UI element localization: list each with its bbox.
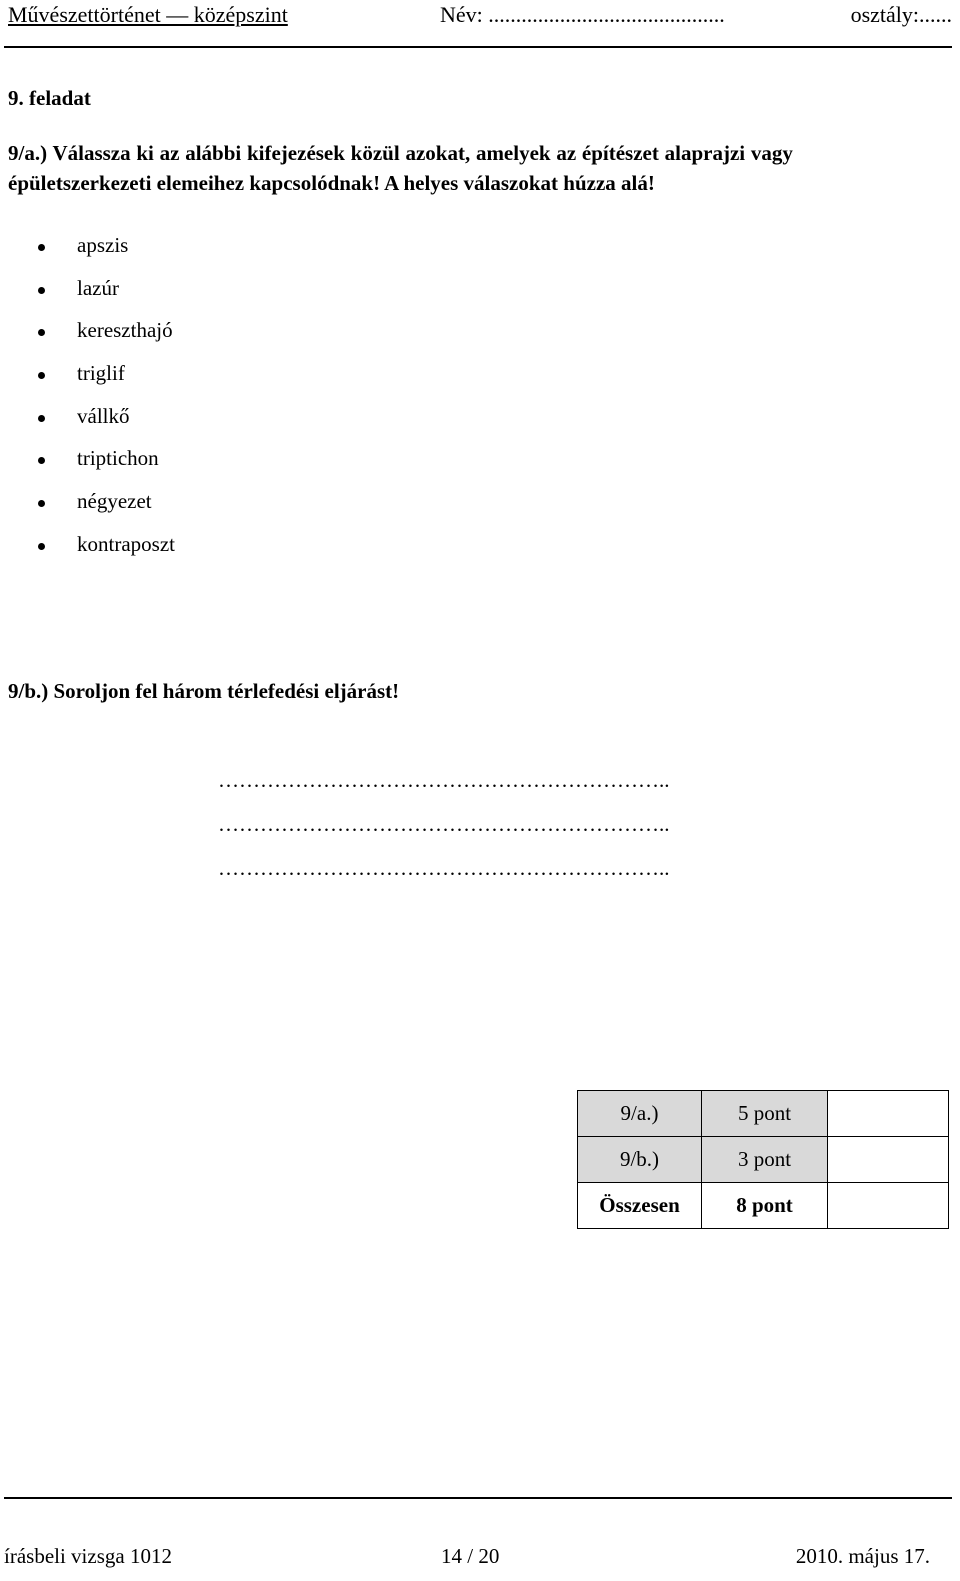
header-rule	[4, 46, 952, 48]
answer-line[interactable]: ………………………………………………………..	[218, 812, 670, 836]
question-a-line2: épületszerkezeti elemeihez kapcsolódnak! A helyes válaszokat húzza alá!	[8, 171, 655, 195]
option-label: lazúr	[77, 275, 119, 300]
question-b: 9/b.) Soroljon fel három térlefedési eljárást!	[8, 679, 400, 703]
footer-page-number: 14 / 20	[441, 1544, 500, 1568]
score-total-points: 8 pont	[702, 1183, 828, 1229]
header-fields	[440, 2, 952, 28]
score-total-label: Összesen	[578, 1183, 702, 1229]
option-label: kontraposzt	[77, 531, 175, 556]
score-points: 3 pont	[702, 1137, 828, 1183]
option-item[interactable]	[38, 480, 175, 523]
option-item[interactable]	[38, 224, 175, 267]
bullet-icon	[38, 500, 45, 507]
option-label: triglif	[77, 360, 125, 385]
task-title: 9. feladat	[8, 86, 91, 110]
option-label: triptichon	[77, 446, 159, 471]
option-item[interactable]	[38, 267, 175, 310]
score-part: 9/b.)	[578, 1137, 702, 1183]
option-list	[38, 224, 175, 566]
option-label: kereszthajó	[77, 318, 173, 343]
answer-line[interactable]: ………………………………………………………..	[218, 768, 670, 792]
bullet-icon	[38, 244, 45, 251]
score-row	[578, 1091, 949, 1137]
score-points: 5 pont	[702, 1091, 828, 1137]
bullet-icon	[38, 415, 45, 422]
option-label: vállkő	[77, 403, 130, 428]
bullet-icon	[38, 457, 45, 464]
question-a-line1: 9/a.) Válassza ki az alábbi kifejezések közül azokat, amelyek az építészet alaprajzi vagy	[8, 141, 793, 165]
option-item[interactable]	[38, 352, 175, 395]
header-subject: Művészettörténet — középszint	[8, 2, 288, 27]
option-item[interactable]	[38, 437, 175, 480]
score-entry-cell[interactable]	[828, 1137, 949, 1183]
footer-rule	[4, 1497, 952, 1499]
bullet-icon	[38, 329, 45, 336]
score-row	[578, 1137, 949, 1183]
option-label: apszis	[77, 232, 129, 257]
bullet-icon	[38, 372, 45, 379]
answer-line[interactable]: ………………………………………………………..	[218, 856, 670, 880]
name-field: Név: ...........................................	[440, 2, 725, 27]
bullet-icon	[38, 543, 45, 550]
class-field: osztály:......	[850, 2, 952, 27]
score-part: 9/a.)	[578, 1091, 702, 1137]
bullet-icon	[38, 287, 45, 294]
option-item[interactable]	[38, 395, 175, 438]
score-total-row	[578, 1183, 949, 1229]
option-item[interactable]	[38, 309, 175, 352]
score-table	[577, 1090, 949, 1229]
score-entry-cell[interactable]	[828, 1091, 949, 1137]
footer-date: 2010. május 17.	[795, 1544, 930, 1568]
option-label: négyezet	[77, 488, 152, 513]
footer-exam: írásbeli vizsga 1012	[4, 1544, 172, 1568]
score-total-entry-cell[interactable]	[828, 1183, 949, 1229]
option-item[interactable]	[38, 523, 175, 566]
